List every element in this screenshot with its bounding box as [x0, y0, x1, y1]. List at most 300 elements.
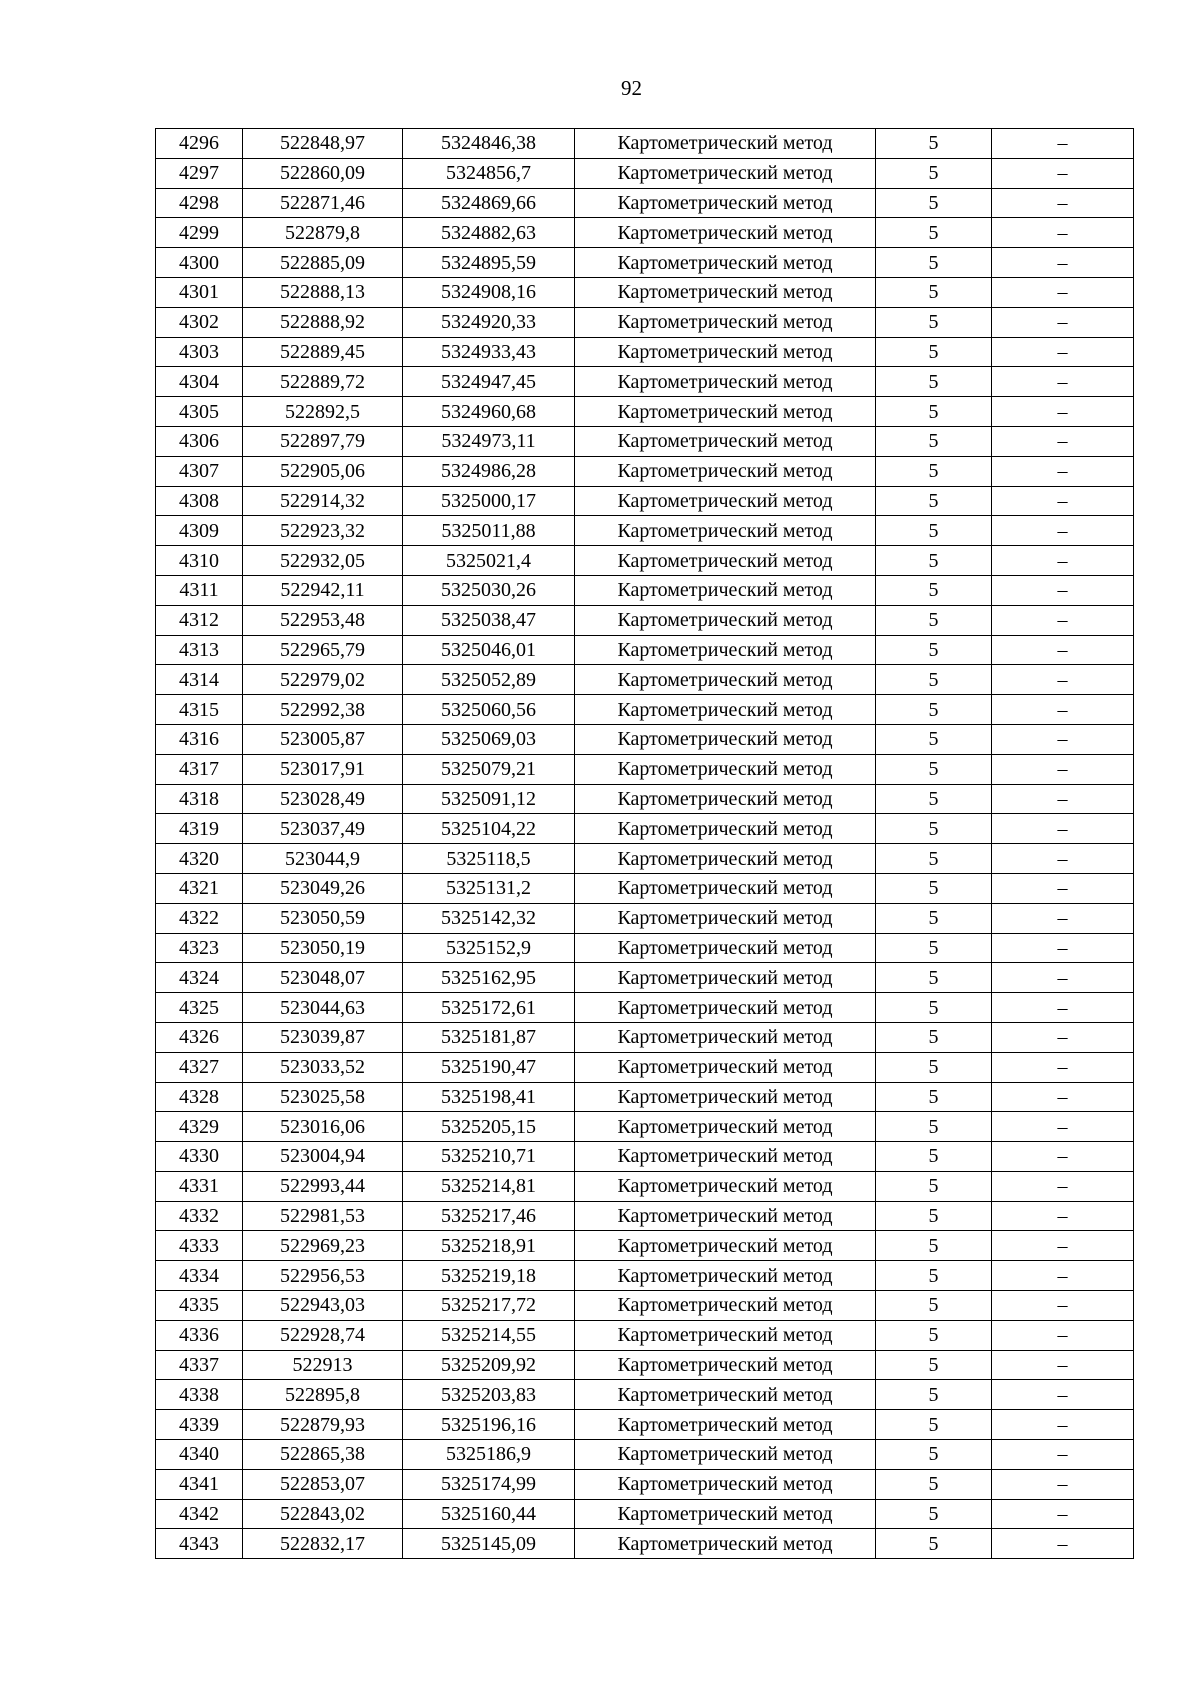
x-coordinate-cell: 522865,38 [243, 1440, 403, 1470]
x-coordinate-cell: 522913 [243, 1350, 403, 1380]
y-coordinate-cell: 5324960,68 [403, 397, 575, 427]
point-number-cell: 4303 [156, 337, 243, 367]
method-cell: Картометрический метод [575, 605, 876, 635]
point-number-cell: 4310 [156, 546, 243, 576]
point-number-cell: 4339 [156, 1410, 243, 1440]
y-coordinate-cell: 5324869,66 [403, 188, 575, 218]
remark-cell: – [992, 486, 1134, 516]
point-number-cell: 4298 [156, 188, 243, 218]
point-number-cell: 4328 [156, 1082, 243, 1112]
point-number-cell: 4326 [156, 1022, 243, 1052]
accuracy-cell: 5 [876, 486, 992, 516]
x-coordinate-cell: 522928,74 [243, 1320, 403, 1350]
y-coordinate-cell: 5325142,32 [403, 903, 575, 933]
y-coordinate-cell: 5325160,44 [403, 1499, 575, 1529]
table-row [156, 1291, 1134, 1321]
point-number-cell: 4335 [156, 1291, 243, 1321]
accuracy-cell: 5 [876, 665, 992, 695]
remark-cell: – [992, 188, 1134, 218]
table-row [156, 307, 1134, 337]
method-cell: Картометрический метод [575, 158, 876, 188]
y-coordinate-cell: 5325152,9 [403, 933, 575, 963]
method-cell: Картометрический метод [575, 844, 876, 874]
y-coordinate-cell: 5325210,71 [403, 1142, 575, 1172]
accuracy-cell: 5 [876, 605, 992, 635]
point-number-cell: 4296 [156, 129, 243, 159]
table-row [156, 1022, 1134, 1052]
table-row [156, 218, 1134, 248]
point-number-cell: 4331 [156, 1171, 243, 1201]
x-coordinate-cell: 522889,72 [243, 367, 403, 397]
y-coordinate-cell: 5324895,59 [403, 248, 575, 278]
y-coordinate-cell: 5325000,17 [403, 486, 575, 516]
point-number-cell: 4343 [156, 1529, 243, 1559]
accuracy-cell: 5 [876, 1261, 992, 1291]
table-row [156, 665, 1134, 695]
method-cell: Картометрический метод [575, 546, 876, 576]
point-number-cell: 4306 [156, 426, 243, 456]
x-coordinate-cell: 522969,23 [243, 1231, 403, 1261]
x-coordinate-cell: 522923,32 [243, 516, 403, 546]
remark-cell: – [992, 397, 1134, 427]
table-row [156, 1440, 1134, 1470]
x-coordinate-cell: 522981,53 [243, 1201, 403, 1231]
y-coordinate-cell: 5325162,95 [403, 963, 575, 993]
table-row [156, 546, 1134, 576]
x-coordinate-cell: 522871,46 [243, 188, 403, 218]
method-cell: Картометрический метод [575, 188, 876, 218]
y-coordinate-cell: 5325181,87 [403, 1022, 575, 1052]
method-cell: Картометрический метод [575, 933, 876, 963]
x-coordinate-cell: 523044,63 [243, 993, 403, 1023]
point-number-cell: 4330 [156, 1142, 243, 1172]
point-number-cell: 4305 [156, 397, 243, 427]
remark-cell: – [992, 635, 1134, 665]
remark-cell: – [992, 1261, 1134, 1291]
accuracy-cell: 5 [876, 1469, 992, 1499]
accuracy-cell: 5 [876, 933, 992, 963]
accuracy-cell: 5 [876, 546, 992, 576]
point-number-cell: 4311 [156, 575, 243, 605]
x-coordinate-cell: 523039,87 [243, 1022, 403, 1052]
point-number-cell: 4319 [156, 814, 243, 844]
y-coordinate-cell: 5325214,55 [403, 1320, 575, 1350]
x-coordinate-cell: 522993,44 [243, 1171, 403, 1201]
table-row [156, 1261, 1134, 1291]
x-coordinate-cell: 522885,09 [243, 248, 403, 278]
x-coordinate-cell: 522860,09 [243, 158, 403, 188]
method-cell: Картометрический метод [575, 1261, 876, 1291]
y-coordinate-cell: 5325217,72 [403, 1291, 575, 1321]
accuracy-cell: 5 [876, 963, 992, 993]
x-coordinate-cell: 523004,94 [243, 1142, 403, 1172]
accuracy-cell: 5 [876, 903, 992, 933]
point-number-cell: 4327 [156, 1052, 243, 1082]
y-coordinate-cell: 5325190,47 [403, 1052, 575, 1082]
table-row [156, 486, 1134, 516]
accuracy-cell: 5 [876, 993, 992, 1023]
table-row [156, 1380, 1134, 1410]
table-row [156, 1529, 1134, 1559]
remark-cell: – [992, 1380, 1134, 1410]
method-cell: Картометрический метод [575, 1022, 876, 1052]
method-cell: Картометрический метод [575, 516, 876, 546]
remark-cell: – [992, 1499, 1134, 1529]
method-cell: Картометрический метод [575, 277, 876, 307]
y-coordinate-cell: 5324986,28 [403, 456, 575, 486]
method-cell: Картометрический метод [575, 1231, 876, 1261]
point-number-cell: 4300 [156, 248, 243, 278]
point-number-cell: 4297 [156, 158, 243, 188]
point-number-cell: 4324 [156, 963, 243, 993]
table-row [156, 129, 1134, 159]
method-cell: Картометрический метод [575, 695, 876, 725]
remark-cell: – [992, 575, 1134, 605]
point-number-cell: 4334 [156, 1261, 243, 1291]
y-coordinate-cell: 5324933,43 [403, 337, 575, 367]
point-number-cell: 4308 [156, 486, 243, 516]
remark-cell: – [992, 1022, 1134, 1052]
method-cell: Картометрический метод [575, 1440, 876, 1470]
remark-cell: – [992, 307, 1134, 337]
remark-cell: – [992, 1052, 1134, 1082]
accuracy-cell: 5 [876, 188, 992, 218]
y-coordinate-cell: 5324973,11 [403, 426, 575, 456]
table-row [156, 963, 1134, 993]
table-row [156, 903, 1134, 933]
table-row [156, 635, 1134, 665]
x-coordinate-cell: 522965,79 [243, 635, 403, 665]
table-row [156, 1112, 1134, 1142]
x-coordinate-cell: 522843,02 [243, 1499, 403, 1529]
accuracy-cell: 5 [876, 367, 992, 397]
remark-cell: – [992, 277, 1134, 307]
y-coordinate-cell: 5325046,01 [403, 635, 575, 665]
remark-cell: – [992, 1171, 1134, 1201]
table-row [156, 516, 1134, 546]
point-number-cell: 4314 [156, 665, 243, 695]
x-coordinate-cell: 522848,97 [243, 129, 403, 159]
table-row [156, 277, 1134, 307]
remark-cell: – [992, 784, 1134, 814]
y-coordinate-cell: 5325030,26 [403, 575, 575, 605]
method-cell: Картометрический метод [575, 486, 876, 516]
y-coordinate-cell: 5325104,22 [403, 814, 575, 844]
x-coordinate-cell: 522889,45 [243, 337, 403, 367]
method-cell: Картометрический метод [575, 337, 876, 367]
y-coordinate-cell: 5325079,21 [403, 754, 575, 784]
y-coordinate-cell: 5324846,38 [403, 129, 575, 159]
point-number-cell: 4332 [156, 1201, 243, 1231]
accuracy-cell: 5 [876, 1142, 992, 1172]
method-cell: Картометрический метод [575, 1052, 876, 1082]
table-row [156, 814, 1134, 844]
y-coordinate-cell: 5325145,09 [403, 1529, 575, 1559]
table-row [156, 784, 1134, 814]
table-row [156, 1171, 1134, 1201]
remark-cell: – [992, 1082, 1134, 1112]
x-coordinate-cell: 522942,11 [243, 575, 403, 605]
accuracy-cell: 5 [876, 814, 992, 844]
y-coordinate-cell: 5325209,92 [403, 1350, 575, 1380]
accuracy-cell: 5 [876, 724, 992, 754]
x-coordinate-cell: 522914,32 [243, 486, 403, 516]
point-number-cell: 4322 [156, 903, 243, 933]
remark-cell: – [992, 546, 1134, 576]
method-cell: Картометрический метод [575, 1320, 876, 1350]
method-cell: Картометрический метод [575, 1469, 876, 1499]
remark-cell: – [992, 1469, 1134, 1499]
accuracy-cell: 5 [876, 1022, 992, 1052]
y-coordinate-cell: 5325131,2 [403, 873, 575, 903]
method-cell: Картометрический метод [575, 1291, 876, 1321]
table-row [156, 1201, 1134, 1231]
method-cell: Картометрический метод [575, 665, 876, 695]
remark-cell: – [992, 933, 1134, 963]
page-number: 92 [621, 76, 642, 100]
method-cell: Картометрический метод [575, 1499, 876, 1529]
table-row [156, 1052, 1134, 1082]
table-row [156, 724, 1134, 754]
x-coordinate-cell: 523017,91 [243, 754, 403, 784]
accuracy-cell: 5 [876, 158, 992, 188]
point-number-cell: 4301 [156, 277, 243, 307]
remark-cell: – [992, 218, 1134, 248]
method-cell: Картометрический метод [575, 635, 876, 665]
point-number-cell: 4337 [156, 1350, 243, 1380]
method-cell: Картометрический метод [575, 1171, 876, 1201]
y-coordinate-cell: 5325203,83 [403, 1380, 575, 1410]
accuracy-cell: 5 [876, 1320, 992, 1350]
table-row [156, 1142, 1134, 1172]
coordinates-table [155, 128, 1134, 1559]
x-coordinate-cell: 522879,93 [243, 1410, 403, 1440]
remark-cell: – [992, 337, 1134, 367]
table-row [156, 993, 1134, 1023]
point-number-cell: 4316 [156, 724, 243, 754]
accuracy-cell: 5 [876, 1440, 992, 1470]
x-coordinate-cell: 522888,13 [243, 277, 403, 307]
accuracy-cell: 5 [876, 1052, 992, 1082]
accuracy-cell: 5 [876, 635, 992, 665]
accuracy-cell: 5 [876, 337, 992, 367]
x-coordinate-cell: 523005,87 [243, 724, 403, 754]
y-coordinate-cell: 5325118,5 [403, 844, 575, 874]
y-coordinate-cell: 5325205,15 [403, 1112, 575, 1142]
accuracy-cell: 5 [876, 277, 992, 307]
x-coordinate-cell: 522992,38 [243, 695, 403, 725]
x-coordinate-cell: 522832,17 [243, 1529, 403, 1559]
remark-cell: – [992, 814, 1134, 844]
y-coordinate-cell: 5324920,33 [403, 307, 575, 337]
table-row [156, 933, 1134, 963]
remark-cell: – [992, 1112, 1134, 1142]
accuracy-cell: 5 [876, 1529, 992, 1559]
method-cell: Картометрический метод [575, 1410, 876, 1440]
remark-cell: – [992, 754, 1134, 784]
x-coordinate-cell: 522879,8 [243, 218, 403, 248]
x-coordinate-cell: 522943,03 [243, 1291, 403, 1321]
point-number-cell: 4304 [156, 367, 243, 397]
x-coordinate-cell: 522853,07 [243, 1469, 403, 1499]
y-coordinate-cell: 5324882,63 [403, 218, 575, 248]
remark-cell: – [992, 1231, 1134, 1261]
point-number-cell: 4318 [156, 784, 243, 814]
point-number-cell: 4342 [156, 1499, 243, 1529]
y-coordinate-cell: 5325069,03 [403, 724, 575, 754]
method-cell: Картометрический метод [575, 1350, 876, 1380]
point-number-cell: 4333 [156, 1231, 243, 1261]
remark-cell: – [992, 248, 1134, 278]
accuracy-cell: 5 [876, 784, 992, 814]
remark-cell: – [992, 1201, 1134, 1231]
table-row [156, 1082, 1134, 1112]
remark-cell: – [992, 426, 1134, 456]
remark-cell: – [992, 1142, 1134, 1172]
accuracy-cell: 5 [876, 1201, 992, 1231]
y-coordinate-cell: 5325011,88 [403, 516, 575, 546]
method-cell: Картометрический метод [575, 873, 876, 903]
x-coordinate-cell: 523050,19 [243, 933, 403, 963]
x-coordinate-cell: 523033,52 [243, 1052, 403, 1082]
remark-cell: – [992, 903, 1134, 933]
accuracy-cell: 5 [876, 873, 992, 903]
x-coordinate-cell: 523037,49 [243, 814, 403, 844]
method-cell: Картометрический метод [575, 426, 876, 456]
point-number-cell: 4340 [156, 1440, 243, 1470]
point-number-cell: 4312 [156, 605, 243, 635]
remark-cell: – [992, 695, 1134, 725]
point-number-cell: 4302 [156, 307, 243, 337]
point-number-cell: 4321 [156, 873, 243, 903]
method-cell: Картометрический метод [575, 397, 876, 427]
remark-cell: – [992, 367, 1134, 397]
method-cell: Картометрический метод [575, 218, 876, 248]
table-row [156, 695, 1134, 725]
point-number-cell: 4315 [156, 695, 243, 725]
x-coordinate-cell: 523028,49 [243, 784, 403, 814]
accuracy-cell: 5 [876, 218, 992, 248]
accuracy-cell: 5 [876, 397, 992, 427]
y-coordinate-cell: 5325196,16 [403, 1410, 575, 1440]
accuracy-cell: 5 [876, 1112, 992, 1142]
accuracy-cell: 5 [876, 1410, 992, 1440]
remark-cell: – [992, 1350, 1134, 1380]
point-number-cell: 4341 [156, 1469, 243, 1499]
y-coordinate-cell: 5325219,18 [403, 1261, 575, 1291]
table-row [156, 337, 1134, 367]
remark-cell: – [992, 456, 1134, 486]
point-number-cell: 4320 [156, 844, 243, 874]
x-coordinate-cell: 523049,26 [243, 873, 403, 903]
table-row [156, 873, 1134, 903]
y-coordinate-cell: 5325186,9 [403, 1440, 575, 1470]
method-cell: Картометрический метод [575, 814, 876, 844]
y-coordinate-cell: 5325091,12 [403, 784, 575, 814]
method-cell: Картометрический метод [575, 575, 876, 605]
x-coordinate-cell: 522892,5 [243, 397, 403, 427]
coordinates-table-body [156, 129, 1134, 1559]
x-coordinate-cell: 522979,02 [243, 665, 403, 695]
remark-cell: – [992, 963, 1134, 993]
table-row [156, 844, 1134, 874]
y-coordinate-cell: 5325174,99 [403, 1469, 575, 1499]
x-coordinate-cell: 522953,48 [243, 605, 403, 635]
accuracy-cell: 5 [876, 695, 992, 725]
accuracy-cell: 5 [876, 1082, 992, 1112]
x-coordinate-cell: 522895,8 [243, 1380, 403, 1410]
y-coordinate-cell: 5324856,7 [403, 158, 575, 188]
x-coordinate-cell: 523044,9 [243, 844, 403, 874]
method-cell: Картометрический метод [575, 784, 876, 814]
remark-cell: – [992, 1410, 1134, 1440]
y-coordinate-cell: 5325198,41 [403, 1082, 575, 1112]
table-row [156, 1320, 1134, 1350]
method-cell: Картометрический метод [575, 963, 876, 993]
table-row [156, 456, 1134, 486]
remark-cell: – [992, 1529, 1134, 1559]
table-row [156, 605, 1134, 635]
method-cell: Картометрический метод [575, 754, 876, 784]
point-number-cell: 4309 [156, 516, 243, 546]
y-coordinate-cell: 5324908,16 [403, 277, 575, 307]
remark-cell: – [992, 605, 1134, 635]
accuracy-cell: 5 [876, 1380, 992, 1410]
accuracy-cell: 5 [876, 1350, 992, 1380]
x-coordinate-cell: 522956,53 [243, 1261, 403, 1291]
x-coordinate-cell: 522897,79 [243, 426, 403, 456]
accuracy-cell: 5 [876, 456, 992, 486]
point-number-cell: 4336 [156, 1320, 243, 1350]
point-number-cell: 4325 [156, 993, 243, 1023]
method-cell: Картометрический метод [575, 724, 876, 754]
x-coordinate-cell: 523016,06 [243, 1112, 403, 1142]
method-cell: Картометрический метод [575, 248, 876, 278]
remark-cell: – [992, 1291, 1134, 1321]
table-row [156, 1231, 1134, 1261]
x-coordinate-cell: 523025,58 [243, 1082, 403, 1112]
accuracy-cell: 5 [876, 426, 992, 456]
remark-cell: – [992, 724, 1134, 754]
point-number-cell: 4307 [156, 456, 243, 486]
x-coordinate-cell: 522932,05 [243, 546, 403, 576]
table-row [156, 1499, 1134, 1529]
method-cell: Картометрический метод [575, 307, 876, 337]
method-cell: Картометрический метод [575, 456, 876, 486]
y-coordinate-cell: 5325172,61 [403, 993, 575, 1023]
method-cell: Картометрический метод [575, 993, 876, 1023]
remark-cell: – [992, 1440, 1134, 1470]
x-coordinate-cell: 523050,59 [243, 903, 403, 933]
remark-cell: – [992, 516, 1134, 546]
y-coordinate-cell: 5325217,46 [403, 1201, 575, 1231]
accuracy-cell: 5 [876, 307, 992, 337]
point-number-cell: 4323 [156, 933, 243, 963]
remark-cell: – [992, 129, 1134, 159]
remark-cell: – [992, 993, 1134, 1023]
method-cell: Картометрический метод [575, 1142, 876, 1172]
remark-cell: – [992, 873, 1134, 903]
accuracy-cell: 5 [876, 516, 992, 546]
y-coordinate-cell: 5325214,81 [403, 1171, 575, 1201]
point-number-cell: 4338 [156, 1380, 243, 1410]
table-row [156, 1410, 1134, 1440]
table-row [156, 248, 1134, 278]
point-number-cell: 4313 [156, 635, 243, 665]
point-number-cell: 4317 [156, 754, 243, 784]
method-cell: Картометрический метод [575, 1380, 876, 1410]
y-coordinate-cell: 5325060,56 [403, 695, 575, 725]
